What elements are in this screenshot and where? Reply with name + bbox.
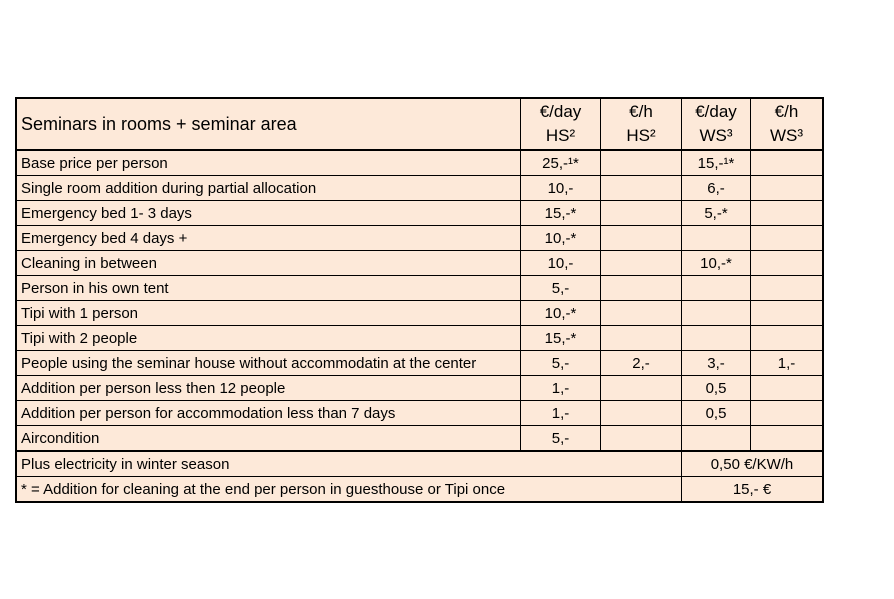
cell-day-hs: 15,-* bbox=[521, 201, 601, 226]
table-body bbox=[17, 150, 823, 451]
cell-h-ws bbox=[751, 226, 823, 251]
table-row bbox=[17, 351, 823, 376]
electricity-value: 0,50 €/KW/h bbox=[682, 451, 823, 477]
col-header-h-ws-unit: €/h bbox=[774, 102, 799, 121]
cell-day-ws: 0,5 bbox=[682, 376, 751, 401]
col-header-h-ws-season: WS³ bbox=[769, 126, 804, 145]
row-label: Aircondition bbox=[17, 426, 521, 452]
row-label: Cleaning in between bbox=[17, 251, 521, 276]
table-row bbox=[17, 326, 823, 351]
table-row bbox=[17, 226, 823, 251]
cell-h-ws bbox=[751, 376, 823, 401]
cell-h-hs bbox=[601, 251, 682, 276]
table-row bbox=[17, 201, 823, 226]
cell-day-hs: 10,- bbox=[521, 251, 601, 276]
cell-day-ws bbox=[682, 226, 751, 251]
cell-day-hs: 15,-* bbox=[521, 326, 601, 351]
table-row bbox=[17, 301, 823, 326]
cell-h-ws bbox=[751, 426, 823, 452]
cell-h-ws bbox=[751, 251, 823, 276]
cell-h-ws bbox=[751, 276, 823, 301]
cell-h-hs bbox=[601, 201, 682, 226]
cell-h-hs bbox=[601, 276, 682, 301]
cell-day-ws: 5,-* bbox=[682, 201, 751, 226]
cell-day-hs: 10,-* bbox=[521, 301, 601, 326]
cell-h-hs bbox=[601, 301, 682, 326]
col-header-day-hs-season: HS² bbox=[545, 126, 576, 145]
row-label: Tipi with 2 people bbox=[17, 326, 521, 351]
cell-day-hs: 5,- bbox=[521, 276, 601, 301]
cell-h-hs bbox=[601, 176, 682, 201]
cell-h-hs bbox=[601, 226, 682, 251]
cell-day-ws: 6,- bbox=[682, 176, 751, 201]
col-header-day-hs bbox=[521, 99, 601, 151]
electricity-row bbox=[17, 451, 823, 477]
cell-h-hs bbox=[601, 376, 682, 401]
cell-h-hs bbox=[601, 426, 682, 452]
table-row bbox=[17, 376, 823, 401]
cell-h-hs bbox=[601, 401, 682, 426]
cell-day-ws bbox=[682, 426, 751, 452]
col-header-day-hs-unit: €/day bbox=[539, 102, 582, 121]
cell-day-hs: 10,-* bbox=[521, 226, 601, 251]
row-label: Addition per person less then 12 people bbox=[17, 376, 521, 401]
col-header-h-hs-unit: €/h bbox=[629, 102, 653, 121]
cell-h-ws bbox=[751, 401, 823, 426]
cell-h-ws: 1,- bbox=[751, 351, 823, 376]
cell-day-ws bbox=[682, 301, 751, 326]
cell-h-hs bbox=[601, 326, 682, 351]
table-row bbox=[17, 426, 823, 452]
cell-day-hs: 1,- bbox=[521, 376, 601, 401]
row-label: Emergency bed 1- 3 days bbox=[17, 201, 521, 226]
cell-day-ws: 10,-* bbox=[682, 251, 751, 276]
electricity-label: Plus electricity in winter season bbox=[17, 451, 682, 477]
cleaning-note-value: 15,- € bbox=[682, 477, 823, 502]
table-header-row bbox=[17, 99, 823, 151]
cell-day-hs: 5,- bbox=[521, 351, 601, 376]
cell-h-ws bbox=[751, 301, 823, 326]
table-row bbox=[17, 176, 823, 201]
col-header-h-hs-season: HS² bbox=[626, 126, 656, 145]
col-header-day-ws-season: WS³ bbox=[699, 126, 733, 145]
table-row bbox=[17, 276, 823, 301]
cell-h-hs: 2,- bbox=[601, 351, 682, 376]
table-row bbox=[17, 150, 823, 176]
cell-day-hs: 1,- bbox=[521, 401, 601, 426]
cell-day-ws: 3,- bbox=[682, 351, 751, 376]
cell-day-ws bbox=[682, 276, 751, 301]
row-label: Person in his own tent bbox=[17, 276, 521, 301]
row-label: Base price per person bbox=[17, 150, 521, 176]
cell-day-hs: 5,- bbox=[521, 426, 601, 452]
cell-h-ws bbox=[751, 176, 823, 201]
cell-h-ws bbox=[751, 326, 823, 351]
cell-day-ws: 15,-¹* bbox=[682, 150, 751, 176]
cleaning-note-row bbox=[17, 477, 823, 502]
table-title: Seminars in rooms + seminar area bbox=[17, 99, 521, 151]
table-row bbox=[17, 251, 823, 276]
row-label: Tipi with 1 person bbox=[17, 301, 521, 326]
row-label: Single room addition during partial allocation bbox=[17, 176, 521, 201]
col-header-h-hs bbox=[601, 99, 682, 151]
cell-h-hs bbox=[601, 150, 682, 176]
cell-day-hs: 10,- bbox=[521, 176, 601, 201]
cleaning-note-label: * = Addition for cleaning at the end per person in guesthouse or Tipi once bbox=[17, 477, 682, 502]
table-row bbox=[17, 401, 823, 426]
cell-day-ws: 0,5 bbox=[682, 401, 751, 426]
cell-day-hs: 25,-¹* bbox=[521, 150, 601, 176]
col-header-day-ws bbox=[682, 99, 751, 151]
cell-h-ws bbox=[751, 201, 823, 226]
col-header-h-ws bbox=[751, 99, 823, 151]
row-label: Addition per person for accommodation less than 7 days bbox=[17, 401, 521, 426]
row-label: Emergency bed 4 days + bbox=[17, 226, 521, 251]
price-table bbox=[16, 98, 823, 502]
cell-h-ws bbox=[751, 150, 823, 176]
row-label: People using the seminar house without accommodatin at the center bbox=[17, 351, 521, 376]
cell-day-ws bbox=[682, 326, 751, 351]
col-header-day-ws-unit: €/day bbox=[695, 102, 737, 121]
